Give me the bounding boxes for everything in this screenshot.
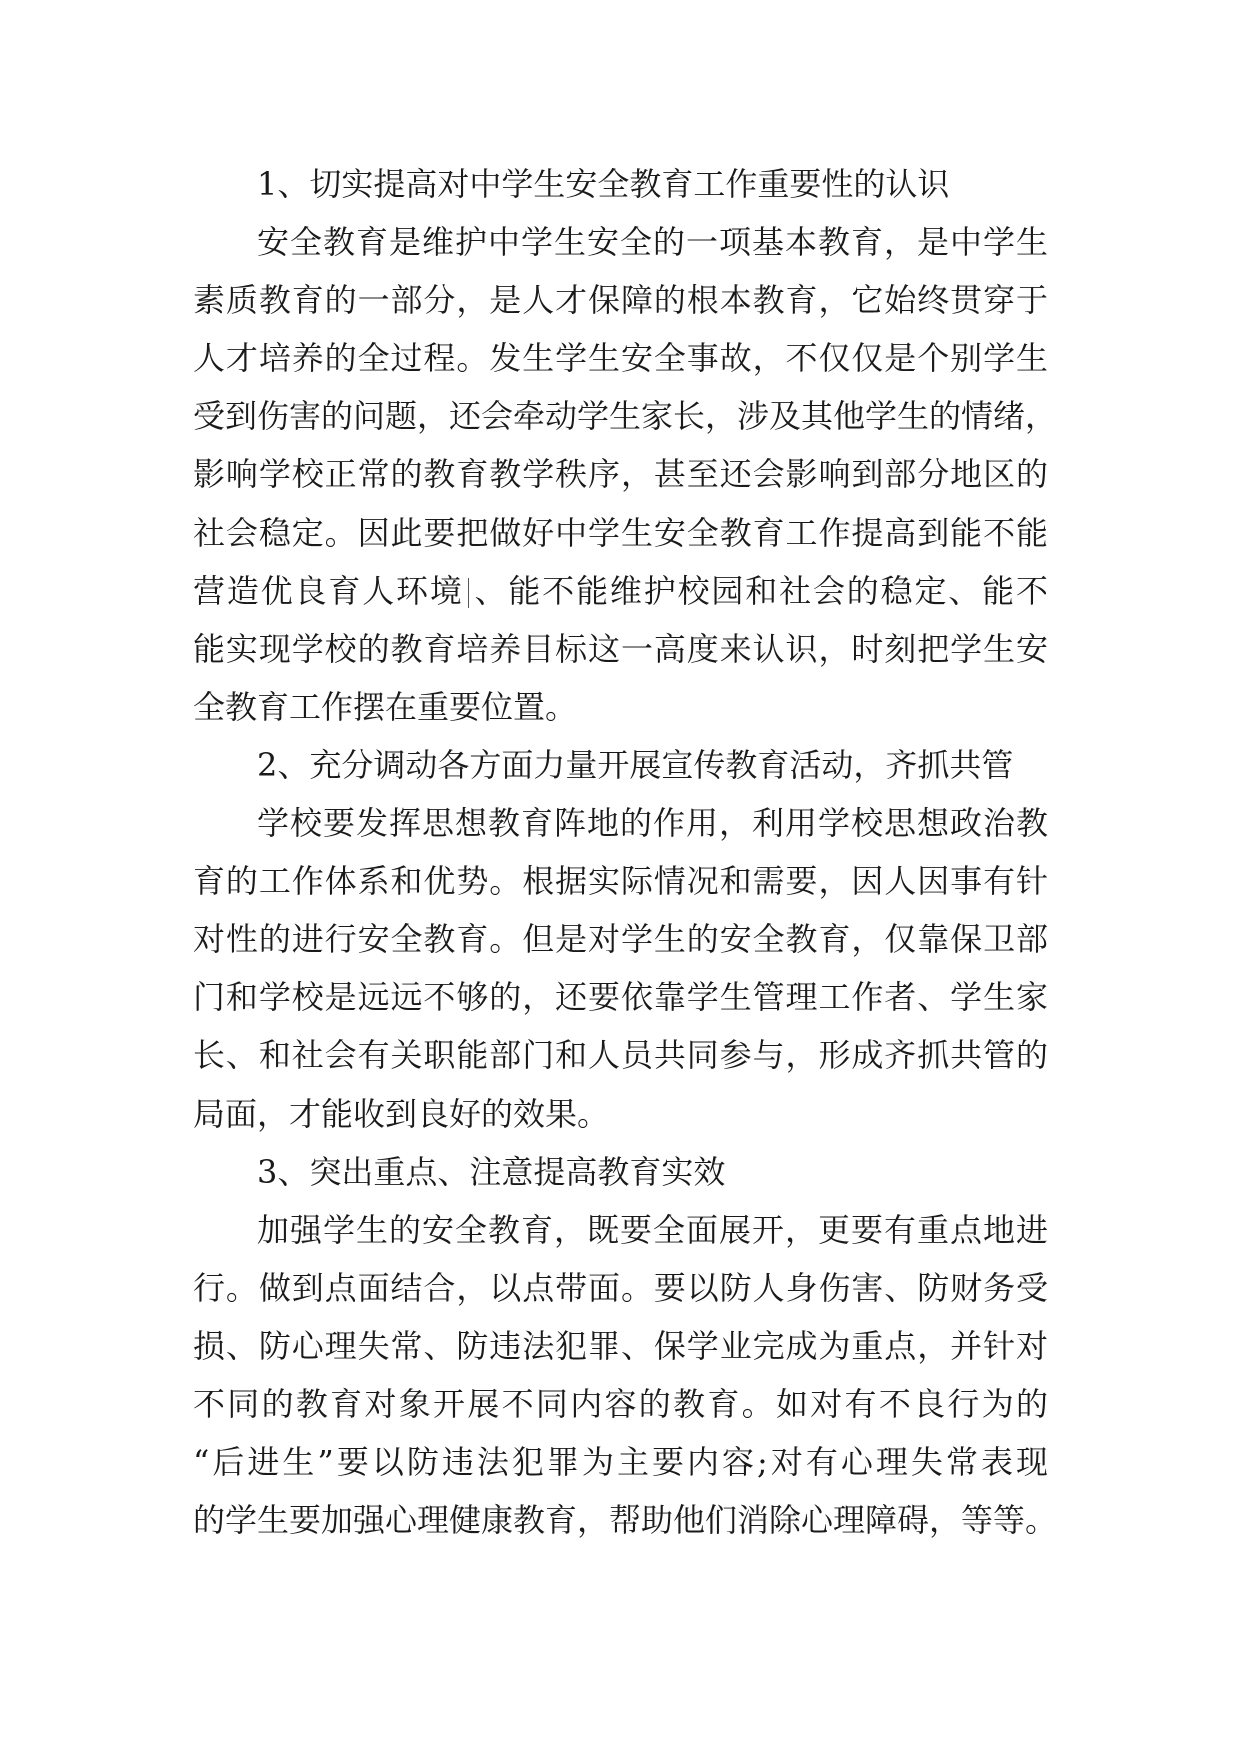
paragraph-text: 、能不能维护校园和社会的稳定、能不 (472, 571, 1048, 610)
paragraph-line: 能实现学校的教育培养目标这一高度来认识，时刻把学生安 (193, 629, 1048, 668)
paragraph-line: 受到伤害的问题，还会牵动学生家长，涉及其他学生的情绪， (193, 397, 1058, 436)
section-heading-2: 2、充分调动各方面力量开展宣传教育活动，齐抓共管 (257, 745, 1014, 784)
paragraph-line: 加强学生的安全教育，既要全面展开，更要有重点地进 (257, 1210, 1048, 1249)
section-heading-1: 1、切实提高对中学生安全教育工作重要性的认识 (257, 165, 950, 203)
paragraph-line-with-cursor[interactable] (193, 562, 1048, 620)
paragraph-line: 对性的进行安全教育。但是对学生的安全教育，仅靠保卫部 (193, 920, 1048, 959)
paragraph-line: 长、和社会有关职能部门和人员共同参与，形成齐抓共管的 (193, 1036, 1048, 1075)
paragraph-line: 素质教育的一部分，是人才保障的根本教育，它始终贯穿于 (193, 281, 1048, 320)
paragraph-line: “后进生”要以防违法犯罪为主要内容;对有心理失常表现 (193, 1443, 1048, 1482)
paragraph-line: 局面，才能收到良好的效果。 (193, 1094, 610, 1133)
paragraph-line: 损、防心理失常、防违法犯罪、保学业完成为重点，并针对 (193, 1326, 1048, 1365)
paragraph-line: 人才培养的全过程。发生学生安全事故，不仅仅是个别学生 (193, 339, 1048, 378)
paragraph-line: 安全教育是维护中学生安全的一项基本教育，是中学生 (257, 223, 1048, 262)
paragraph-line: 社会稳定。因此要把做好中学生安全教育工作提高到能不能 (193, 513, 1048, 552)
paragraph-line: 育的工作体系和优势。根据实际情况和需要，因人因事有针 (193, 862, 1048, 901)
paragraph-line: 全教育工作摆在重要位置。 (193, 687, 578, 726)
paragraph-line: 行。做到点面结合，以点带面。要以防人身伤害、防财务受 (193, 1268, 1048, 1307)
paragraph-text: 营造优良育人环境 (193, 571, 464, 610)
text-cursor (468, 578, 469, 608)
paragraph-line: 不同的教育对象开展不同内容的教育。如对有不良行为的 (193, 1384, 1048, 1423)
paragraph-line: 影响学校正常的教育教学秩序，甚至还会影响到部分地区的 (193, 455, 1048, 494)
paragraph-line: 的学生要加强心理健康教育，帮助他们消除心理障碍，等等。 (193, 1501, 1058, 1540)
paragraph-line: 学校要发挥思想教育阵地的作用，利用学校思想政治教 (257, 804, 1048, 843)
document-body (193, 155, 1058, 1549)
paragraph-line: 门和学校是远远不够的，还要依靠学生管理工作者、学生家 (193, 978, 1048, 1017)
section-heading-3: 3、突出重点、注意提高教育实效 (257, 1152, 726, 1191)
